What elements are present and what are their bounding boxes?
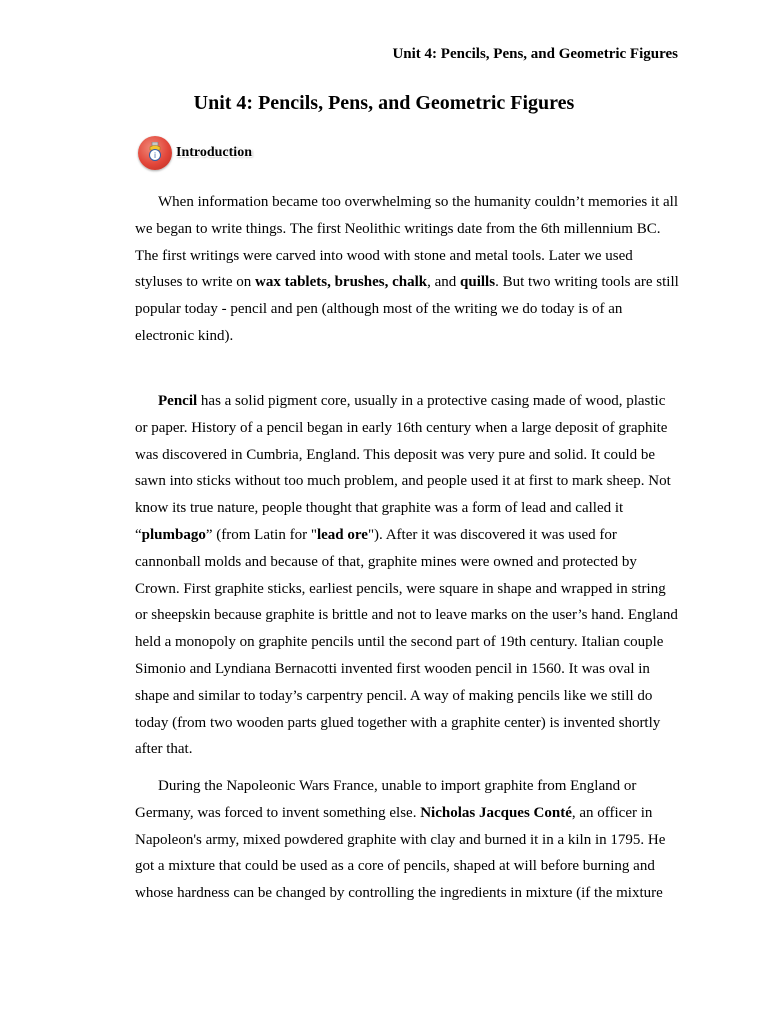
page-title: Unit 4: Pencils, Pens, and Geometric Figures [193, 92, 575, 114]
svg-text:i: i [154, 151, 156, 160]
bold-term: lead ore [316, 526, 368, 543]
text-run: "). After it was discovered it was used for cannonball molds and because of that, graphite mines were owned and protected by Crown. First graphite sticks, earliest pencils, were square in shape and wrapped in string or sheepskin because graphite is brittle and not to leave marks on the user’s hand. England held a monopoly on graphite pencils until the second part of 19th century. Italian couple Simonio and Lyndiana Bernacotti invented first wooden pencil in 1560. It was oval in shape and similar to today’s carpentry pencil. A way of making pencils like we still do today (from two wooden parts glued together with a graphite center) is invented shortly after that. [135, 526, 678, 758]
text-run: During the Napoleonic Wars France, unable to import graphite from England or Germany, was forced to invent something else. [135, 778, 637, 821]
introduction-label: Introduction [176, 145, 252, 160]
bold-term: quills [460, 274, 496, 291]
paragraph-history-writing [135, 189, 680, 350]
text-run: has a solid pigment core, usually in a protective casing made of wood, plastic or paper. History of a pencil began in early 16th century when a large deposit of graphite was discovered in Cumbria, England. This deposit was very pure and solid. It could be sawn into sticks without too much problem, and people used it at first to mark sheep. Not know its true nature, people thought that graphite was a form of lead and called it “ [135, 393, 671, 543]
bold-term: Nicholas Jacques Conté [420, 804, 572, 821]
text-run: . But two writing tools are still popular today - pencil and pen (although most of the writing we do today is of an electronic kind). [135, 274, 679, 344]
bold-term: Pencil [158, 393, 198, 409]
running-header: Unit 4: Pencils, Pens, and Geometric Figures [392, 46, 678, 62]
bold-term: wax tablets, brushes, chalk [255, 274, 428, 291]
bold-term: plumbago [141, 526, 206, 543]
text-run: When information became too overwhelming so the humanity couldn’t memories it all we began to write things. The first Neolithic writings date from the 6th millennium BC. The first writings were carved into wood with stone and metal tools. Later we used styluses to write on [135, 194, 679, 291]
paragraph-napoleonic-wars [135, 773, 680, 907]
text-run: , an officer in Napoleon's army, mixed powdered graphite with clay and burned it in a kiln in 1795. He got a mixture that could be used as a core of pencils, shaped at will before burning and whose hardness can be changed by controlling the ingredients in mixture (if the mixture [135, 804, 666, 902]
text-run: ” (from Latin for " [205, 526, 317, 543]
lightbulb-badge-icon [138, 136, 172, 170]
paragraph-pencil [135, 388, 680, 763]
section-heading-introduction [138, 136, 252, 170]
text-run: , and [427, 274, 461, 291]
